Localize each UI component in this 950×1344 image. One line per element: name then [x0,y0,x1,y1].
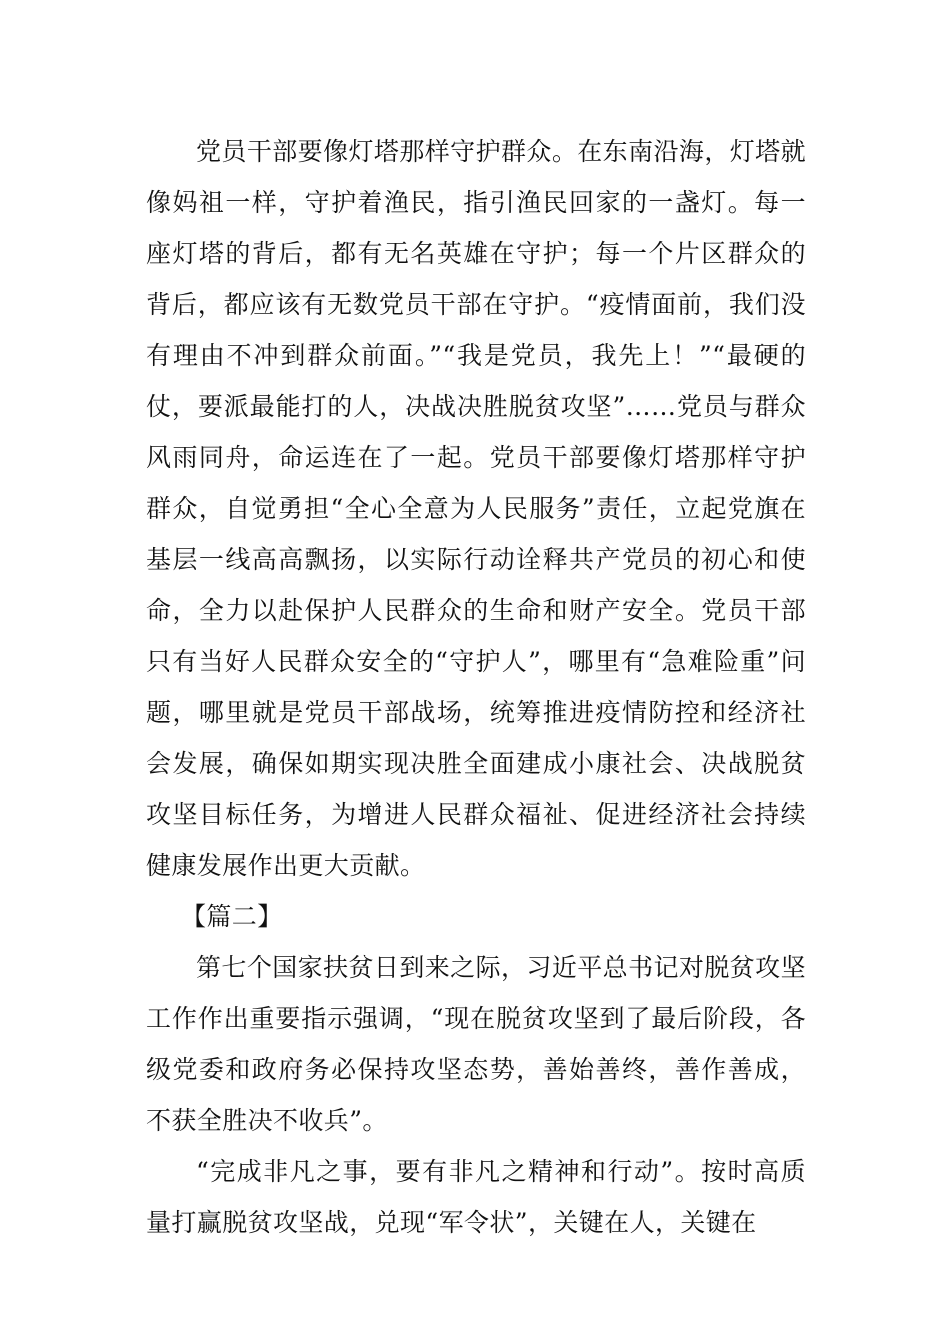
paragraph-2: 第七个国家扶贫日到来之际，习近平总书记对脱贫攻坚工作作出重要指示强调，“现在脱贫攻坚到了最后阶段，各级党委和政府务必保持攻坚态势，善始善终，善作善成，不获全胜决不收兵”。 [146,953,806,1135]
document-body [146,126,806,1248]
paragraph-3: “完成非凡之事，要有非凡之精神和行动”。按时高质量打赢脱贫攻坚战，兑现“军令状”，关键在人，关键在 [146,1157,806,1237]
section-heading: 【篇二】 [181,902,283,931]
paragraph-1: 党员干部要像灯塔那样守护群众。在东南沿海，灯塔就像妈祖一样，守护着渔民，指引渔民回家的一盏灯。每一座灯塔的背后，都有无名英雄在守护；每一个片区群众的背后，都应该有无数党员干部在守护。“疫情面前，我们没有理由不冲到群众前面。”“我是党员，我先上！”“最硬的仗，要派最能打的人，决战决胜脱贫攻坚”……党员与群众风雨同舟，命运连在了一起。党员干部要像灯塔那样守护群众，自觉勇担“全心全意为人民服务”责任，立起党旗在基层一线高高飘扬，以实际行动诠释共产党员的初心和使命，全力以赴保护人民群众的生命和财产安全。党员干部只有当好人民群众安全的“守护人”，哪里有“急难险重”问题，哪里就是党员干部战场，统筹推进疫情防控和经济社会发展，确保如期实现决胜全面建成小康社会、决战脱贫攻坚目标任务，为增进人民群众福祉、促进经济社会持续健康发展作出更大贡献。 [146,137,806,880]
